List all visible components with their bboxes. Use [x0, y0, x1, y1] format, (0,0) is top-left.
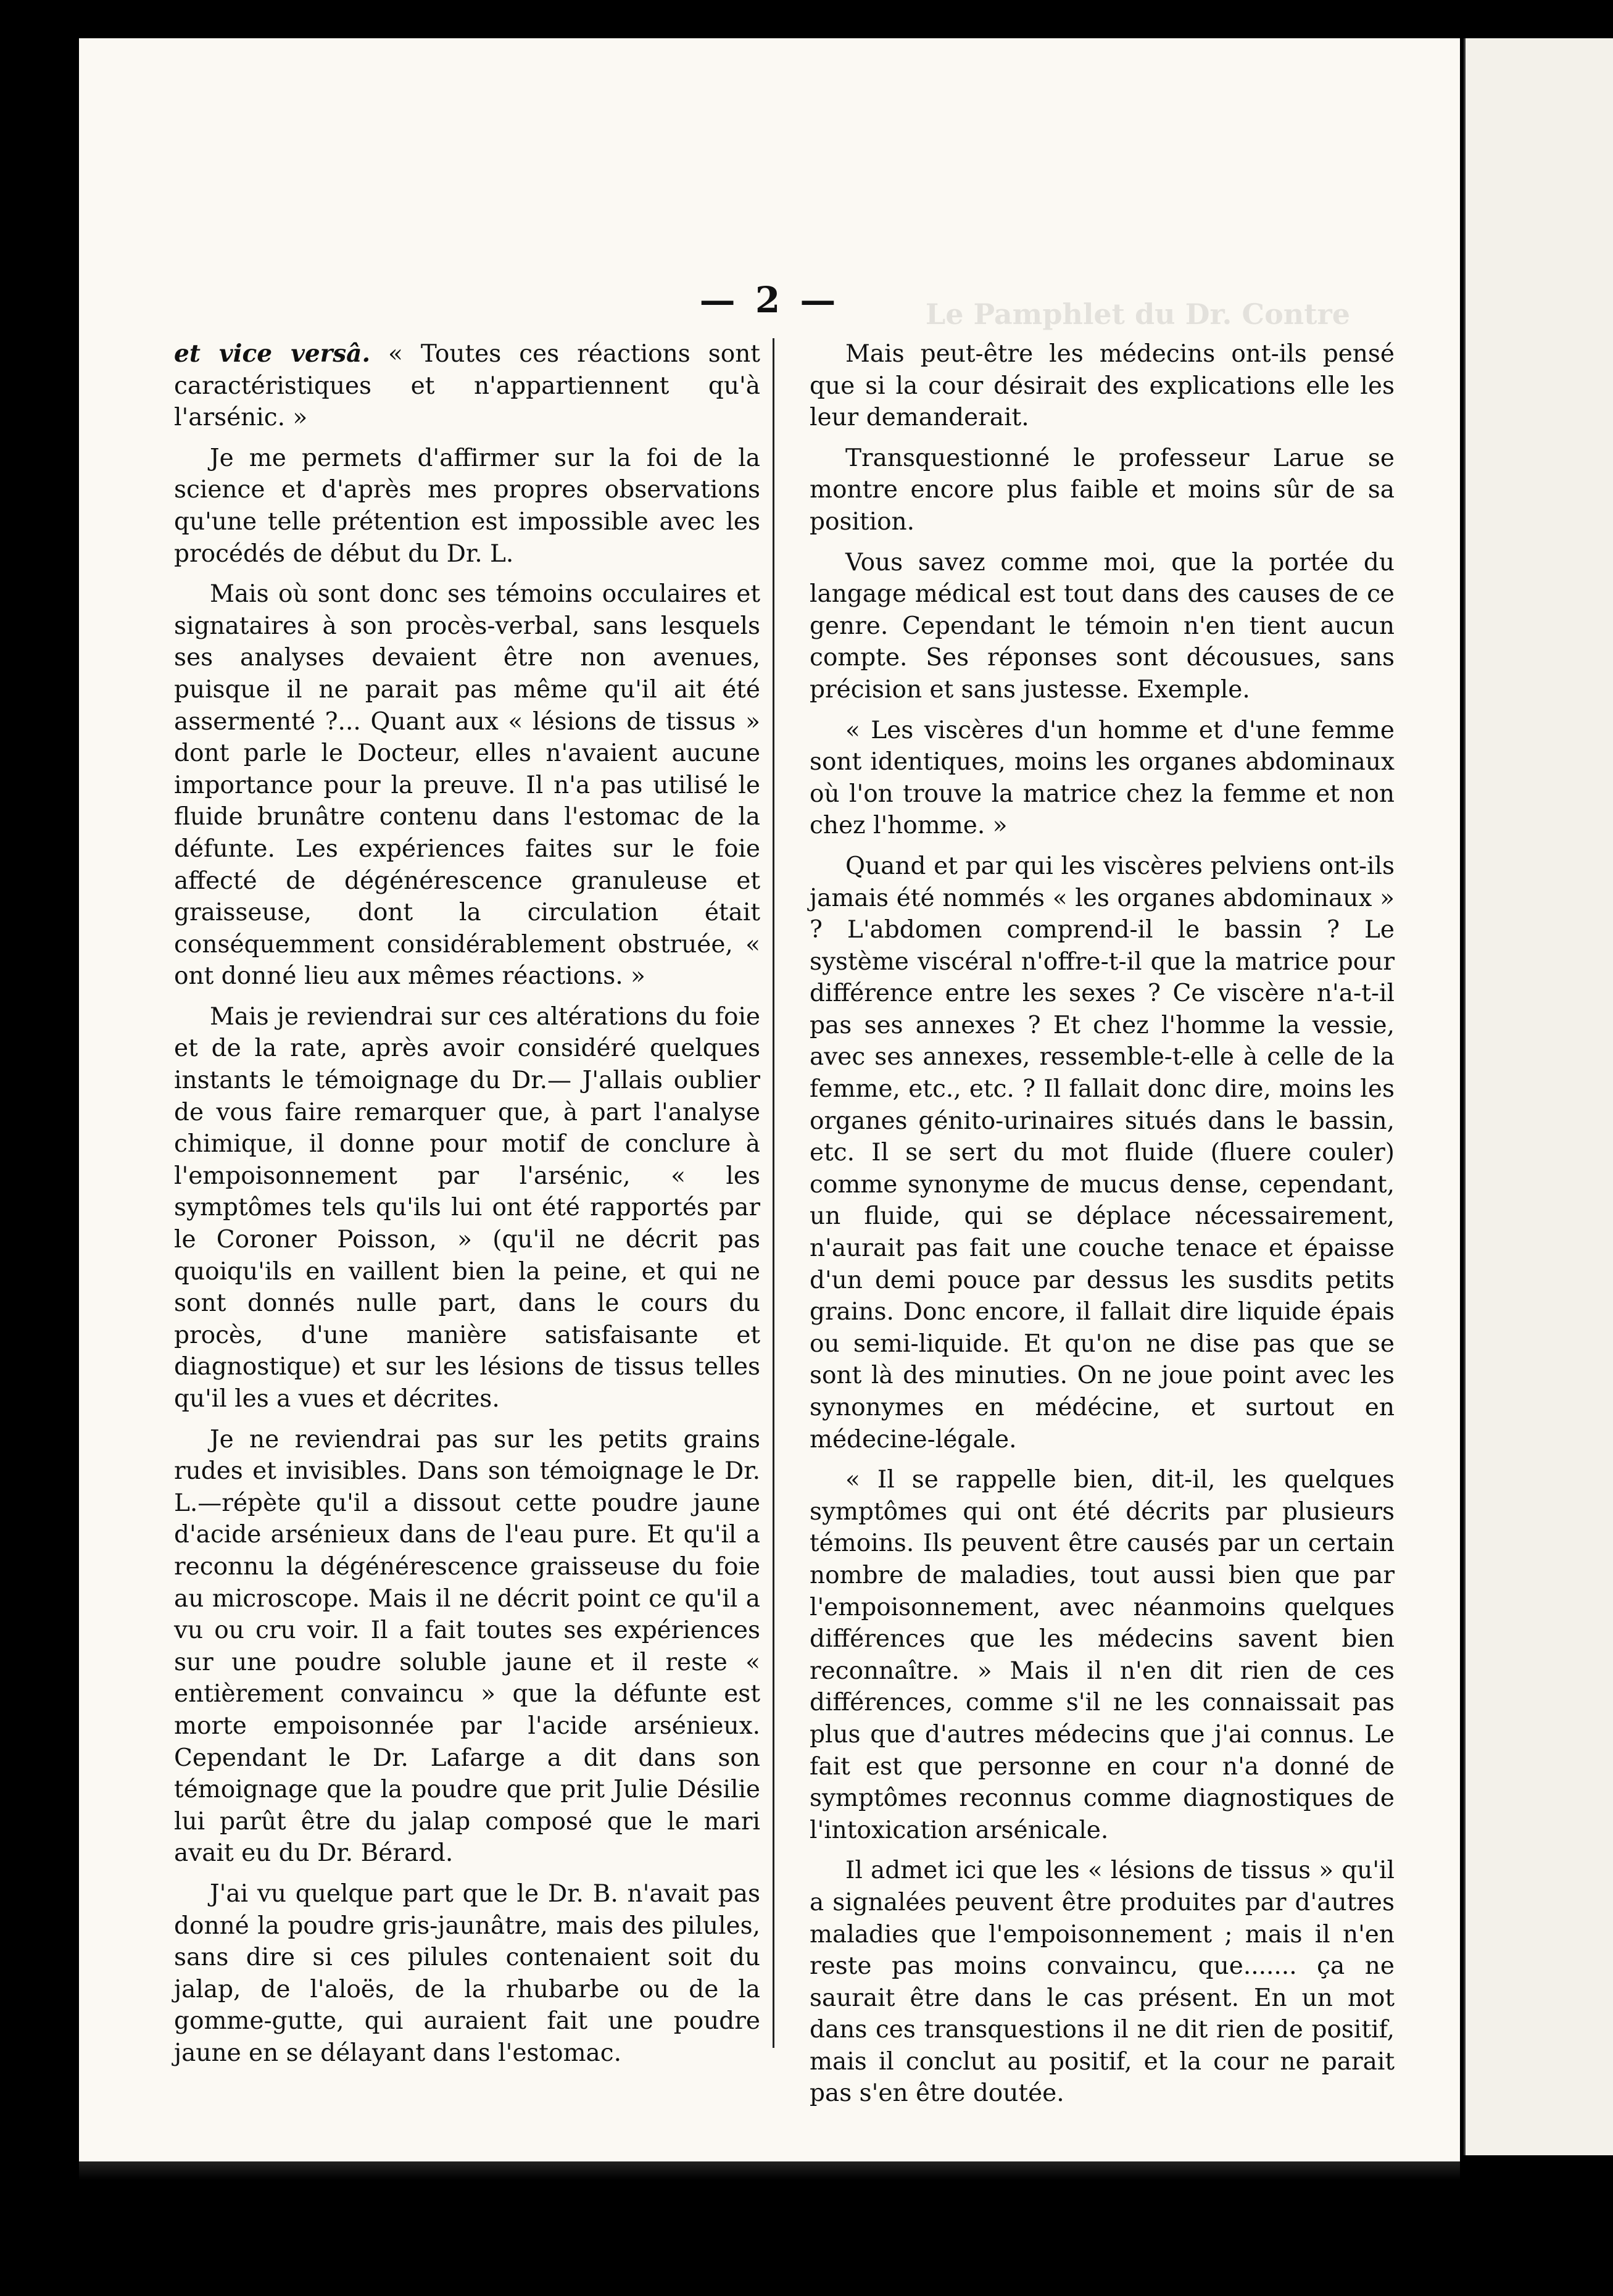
right-column [810, 338, 1395, 2118]
adjacent-page-edge [1464, 38, 1613, 2155]
page-number: — 2 — [699, 279, 840, 321]
column-divider [773, 338, 774, 2048]
paragraph-text: « Toutes ces réactions sont caractéristiques et n'appartiennent qu'à l'arsénic. » [174, 340, 760, 432]
italic-phrase: et vice versâ. [174, 339, 371, 368]
page-shadow [79, 2161, 1460, 2180]
paragraph: Transquestionné le professeur Larue se montre encore plus faible et moins sûr de sa position. [810, 444, 1395, 536]
paragraph: Vous savez comme moi, que la portée du langage médical est tout dans des causes de ce genre. Cependant le témoin n'en tient aucun compte. Ses réponses sont décousues, sans précision et sans justesse. Exemple. [810, 548, 1395, 704]
paragraph: « Les viscères d'un homme et d'une femme sont identiques, moins les organes abdominaux où l'on trouve la matrice chez la femme et non chez l'homme. » [810, 716, 1395, 840]
paragraph: Mais où sont donc ses témoins occulaires et signataires à son procès-verbal, sans lesquels ses analyses devaient être non avenues, puisque il ne parait pas même qu'il ait été assermenté ?... Quant aux « lésions de tissus » dont parle le Docteur, elles n'avaient aucune importance pour la preuve. Il n'a pas utilisé le fluide brunâtre contenu dans l'estomac de la défunte. Les expériences faites sur le foie affecté de dégénérescence granuleuse et graisseuse, dont la circulation était conséquemment considérablement obstruée, « ont donné lieu aux mêmes réactions. » [174, 580, 760, 991]
paragraph: Mais je reviendrai sur ces altérations du foie et de la rate, après avoir considéré quelques instants le témoignage du Dr.— J'allais oublier de vous faire remarquer que, à part l'analyse chimique, il donne pour motif de conclure à l'empoisonnement par l'arsénic, « les symptômes tels qu'ils lui ont été rapportés par le Coroner Poisson, » (qu'il ne décrit pas quoiqu'ils en vaillent bien la peine, et qui ne sont donnés nulle part, dans le cours du procès, d'une manière satisfaisante et diagnostique) et sur les lésions de tissus telles qu'il les a vues et décrites. [174, 1002, 760, 1413]
bleed-through-text: Le Pamphlet du Dr. Contre [925, 297, 1350, 331]
paragraph: Je ne reviendrai pas sur les petits grains rudes et invisibles. Dans son témoignage le Dr. L.—répète qu'il a dissout cette poudre jaune d'acide arsénieux dans de l'eau pure. Et qu'il a reconnu la dégénérescence graisseuse du foie au microscope. Mais il ne décrit point ce qu'il a vu ou cru voir. Il a fait toutes ses expériences sur une poudre soluble jaune et il reste « entièrement convaincu » que la défunte est morte empoisonnée par l'acide arsénieux. Cependant le Dr. Lafarge a dit dans son témoignage que la poudre que prit Julie Désilie lui parût être du jalap composé que le mari avait eu du Dr. Bérard. [174, 1425, 760, 1868]
paragraph [174, 338, 760, 434]
paragraph: J'ai vu quelque part que le Dr. B. n'avait pas donné la poudre gris-jaunâtre, mais des pilules, sans dire si ces pilules contenaient soit du jalap, de l'aloës, de la rhubarbe ou de la gomme-gutte, qui auraient fait une poudre jaune en se délayant dans l'estomac. [174, 1879, 760, 2067]
paragraph: Je me permets d'affirmer sur la foi de la science et d'après mes propres observations qu'une telle prétention est impossible avec les procédés de début du Dr. L. [174, 444, 760, 568]
paragraph: Il admet ici que les « lésions de tissus » qu'il a signalées peuvent être produites par d'autres maladies que l'empoisonnement ; mais il n'en reste pas moins convaincu, que....... ça ne saurait être dans le cas présent. En un mot dans ces transquestions il ne dit rien de positif, mais il conclut au positif, et la cour ne parait pas s'en être doutée. [810, 1857, 1395, 2108]
paragraph: « Il se rappelle bien, dit-il, les quelques symptômes qui ont été décrits par plusieurs témoins. Ils peuvent être causés par un certain nombre de maladies, tout aussi bien que par l'empoisonnement, avec néanmoins quelques différences que les médecins savent bien reconnaître. » Mais il n'en dit rien de ces différences, comme s'il ne les connaissait pas plus que d'autres médecins que j'ai connus. Le fait est que personne en cour n'a donné de symptômes reconnus comme diagnostiques de l'intoxication arsénicale. [810, 1466, 1395, 1844]
paragraph: Quand et par qui les viscères pelviens ont-ils jamais été nommés « les organes abdominaux » ? L'abdomen comprend-il le bassin ? Le système viscéral n'offre-t-il que la matrice pour différence entre les sexes ? Ce viscère n'a-t-il pas ses annexes ? Et chez l'homme la vessie, avec ses annexes, ressemble-t-elle à celle de la femme, etc., etc. ? Il fallait donc dire, moins les organes génito-urinaires situés dans le bassin, etc. Il se sert du mot fluide (fluere couler) comme synonyme de mucus dense, cependant, un fluide, qui se déplace nécessairement, n'aurait pas fait une couche tenace et épaisse d'un demi pouce par dessus les susdits petits grains. Donc encore, il fallait dire liquide épais ou semi-liquide. Et qu'on ne dise pas que se sont là des minuties. On ne joue point avec les synonymes en médécine, et surtout en médecine-légale. [810, 852, 1395, 1454]
paragraph: Mais peut-être les médecins ont-ils pensé que si la cour désirait des explications elle les leur demanderait. [810, 340, 1395, 432]
left-column [174, 338, 760, 2078]
